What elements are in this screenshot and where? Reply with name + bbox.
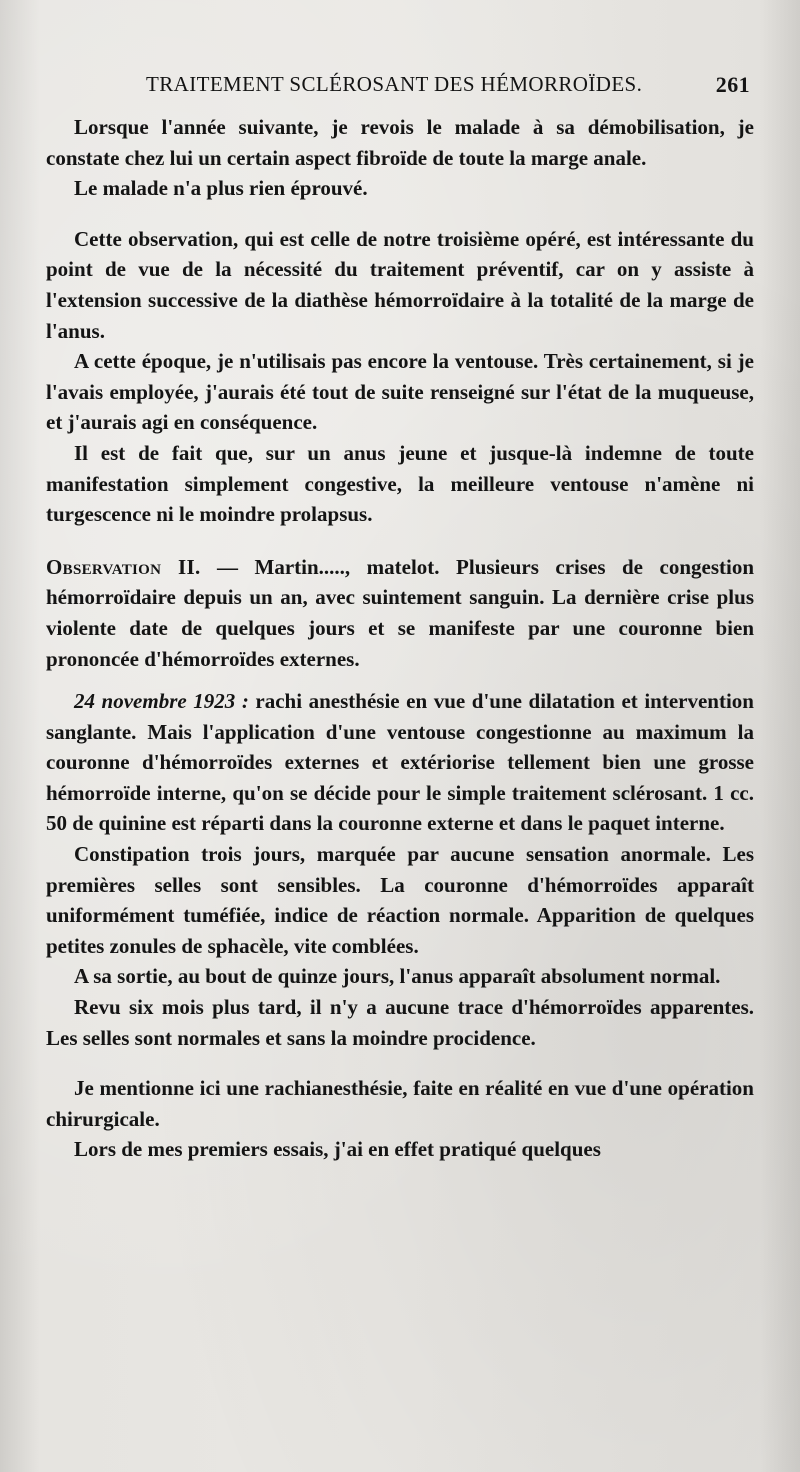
paragraph: Cette observation, qui est celle de notre troisième opéré, est intéressante du point de vue de la nécessité du traitement préventif, car on y assiste à l'extension successive de la diathèse hémorroïdaire à la totalité de la marge de l'anus. [46, 226, 754, 343]
dated-entry-paragraph [46, 686, 754, 839]
paragraph: A cette époque, je n'utilisais pas encore la ventouse. Très certainement, si je l'avais employée, j'aurais été tout de suite renseigné sur l'état de la muqueuse, et j'aurais agi en conséquence. [46, 349, 754, 435]
paragraph: Le malade n'a plus rien éprouvé. [74, 176, 368, 201]
observation-label: Observation II. [46, 554, 201, 579]
paragraph: A sa sortie, au bout de quinze jours, l'anus apparaît absolument normal. [74, 964, 721, 989]
page-header [146, 72, 756, 102]
running-title: TRAITEMENT SCLÉROSANT DES HÉMORROÏDES. [146, 72, 643, 96]
paragraph: Revu six mois plus tard, il n'y a aucune trace d'hémorroïdes apparentes. Les selles sont normales et sans la moindre procidence. [46, 995, 754, 1050]
paragraph: Lorsque l'année suivante, je revois le malade à sa démobilisation, je constate chez lui un certain aspect fibroïde de toute la marge anale. [46, 115, 754, 170]
body-text [46, 112, 754, 1165]
date-label: 24 novembre 1923 : [74, 689, 249, 714]
observation-paragraph [46, 552, 754, 674]
paragraph: Constipation trois jours, marquée par aucune sensation anormale. Les premières selles sont sensibles. La couronne d'hémorroïdes apparaît uniformément tuméfiée, indice de réaction normale. Apparition de quelques petites zonules de sphacèle, vite comblées. [46, 842, 754, 958]
dated-entry-text: rachi anesthésie en vue d'une dilatation et intervention sanglante. Mais l'application d'une ventouse congestionne au maximum la couronne d'hémorroïdes externes et extériorise tellement bien une grosse hémorroïde interne, qu'on se décide pour le simple traitement sclérosant. 1 cc. 50 de quinine est réparti dans la couronne externe et dans le paquet interne. [46, 689, 754, 836]
paragraph: Je mentionne ici une rachianesthésie, faite en réalité en vue d'une opération chirurgicale. [46, 1076, 754, 1131]
paragraph: Il est de fait que, sur un anus jeune et jusque-là indemne de toute manifestation simplement congestive, la meilleure ventouse n'amène ni turgescence ni le moindre prolapsus. [46, 440, 754, 527]
paragraph: Lors de mes premiers essais, j'ai en effet pratiqué quelques [74, 1137, 601, 1162]
observation-text: — Martin....., matelot. Plusieurs crises de congestion hémorroïdaire depuis un an, avec suintement sanguin. La dernière crise plus violente date de quelques jours et se manifeste par une couronne bien prononcée d'hémorroïdes externes. [46, 554, 754, 671]
page-number: 261 [715, 72, 750, 97]
